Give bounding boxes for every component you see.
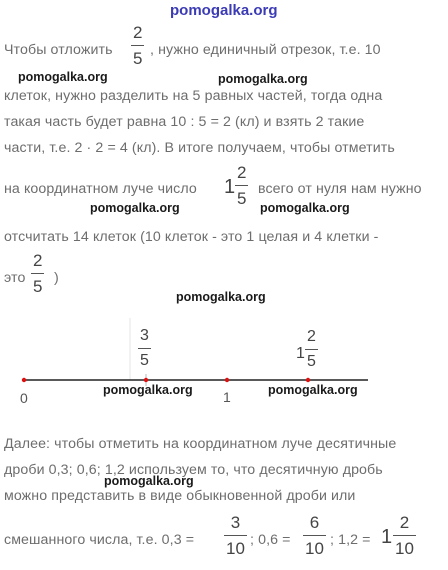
frac-num: 6	[309, 513, 320, 532]
frac-den: 10	[226, 539, 245, 558]
frac-num: 3	[230, 513, 241, 532]
p2-line4-pre: смешанного числа, т.е. 0,3 =	[4, 532, 195, 548]
frac-den: 5	[33, 277, 43, 296]
frac-bar	[305, 349, 318, 350]
fraction-two-fifths-a	[131, 24, 144, 67]
watermark: pomogalka.org	[218, 72, 308, 86]
fraction-six-tenths	[303, 514, 326, 557]
label-zero: 0	[20, 390, 28, 406]
frac-den: 10	[305, 539, 324, 558]
watermark-top: pomogalka.org	[170, 2, 278, 19]
point-zero	[22, 378, 26, 382]
watermark: pomogalka.org	[18, 70, 108, 84]
frac-bar	[235, 185, 248, 186]
label-mixed-whole: 1	[296, 345, 305, 362]
watermark: pomogalka.org	[176, 290, 266, 304]
p2-line2: дроби 0,3; 0,6; 1,2 используем то, что десятичную дробь	[4, 462, 383, 478]
frac-bar	[31, 273, 44, 274]
p1-line6: отсчитать 14 клеток (10 клеток - это 1 целая и 4 клетки -	[4, 229, 379, 245]
p1-line7-post: )	[54, 270, 59, 286]
p2-line4-sep2: ; 1,2 =	[330, 532, 371, 548]
p1-line7-pre: это	[4, 270, 26, 286]
frac-den: 5	[237, 189, 247, 208]
watermark: pomogalka.org	[268, 383, 358, 397]
frac-num: 3	[140, 327, 149, 344]
p1-line4: части, т.е. 2 · 2 = 4 (кл). В итоге получаем, чтобы отметить	[4, 140, 395, 156]
frac-den: 5	[133, 49, 143, 68]
p1-line2: клеток, нужно разделить на 5 равных частей, тогда одна	[4, 88, 383, 104]
frac-num: 2	[399, 513, 410, 532]
watermark: pomogalka.org	[104, 474, 194, 488]
fraction-one-two-tenths	[393, 514, 416, 557]
frac-bar	[393, 535, 416, 536]
frac-num: 2	[33, 251, 43, 270]
frac-den: 10	[395, 539, 414, 558]
frac-bar	[224, 535, 247, 536]
p1-line5-pre: на координатном луче число	[4, 181, 197, 197]
watermark: pomogalka.org	[103, 383, 193, 397]
frac-bar	[131, 45, 144, 46]
fraction-two-fifths-b	[31, 252, 44, 295]
fraction-one-two-fifths	[235, 164, 248, 207]
point-one-two-fifths	[306, 378, 310, 382]
frac-num: 2	[307, 328, 316, 345]
frac-den: 5	[307, 353, 316, 370]
label-three-fifths	[138, 328, 151, 369]
p1-line5-post: всего от нуля нам нужно	[258, 181, 422, 197]
watermark: pomogalka.org	[90, 201, 180, 215]
point-three-fifths	[144, 378, 148, 382]
frac-num: 2	[133, 23, 143, 42]
p1-line1-pre: Чтобы отложить	[4, 42, 113, 58]
fraction-three-tenths	[224, 514, 247, 557]
mixed-whole: 1	[224, 176, 236, 198]
p1-line1-post: , нужно единичный отрезок, т.е. 10	[150, 42, 381, 58]
mixed-whole: 1	[381, 526, 393, 548]
frac-num: 2	[237, 163, 247, 182]
point-one	[225, 378, 229, 382]
frac-bar	[138, 348, 151, 349]
label-one-two-fifths	[305, 329, 318, 370]
frac-bar	[303, 535, 326, 536]
label-one: 1	[223, 389, 231, 405]
p2-line1: Далее: чтобы отметить на координатном луче десятичные	[4, 436, 397, 452]
watermark: pomogalka.org	[260, 201, 350, 215]
p2-line4-sep1: ; 0,6 =	[250, 532, 291, 548]
p2-line3: можно представить в виде обыкновенной дроби или	[4, 488, 356, 504]
frac-den: 5	[140, 352, 149, 369]
p1-line3: такая часть будет равна 10 : 5 = 2 (кл) и взять 2 такие	[4, 114, 365, 130]
